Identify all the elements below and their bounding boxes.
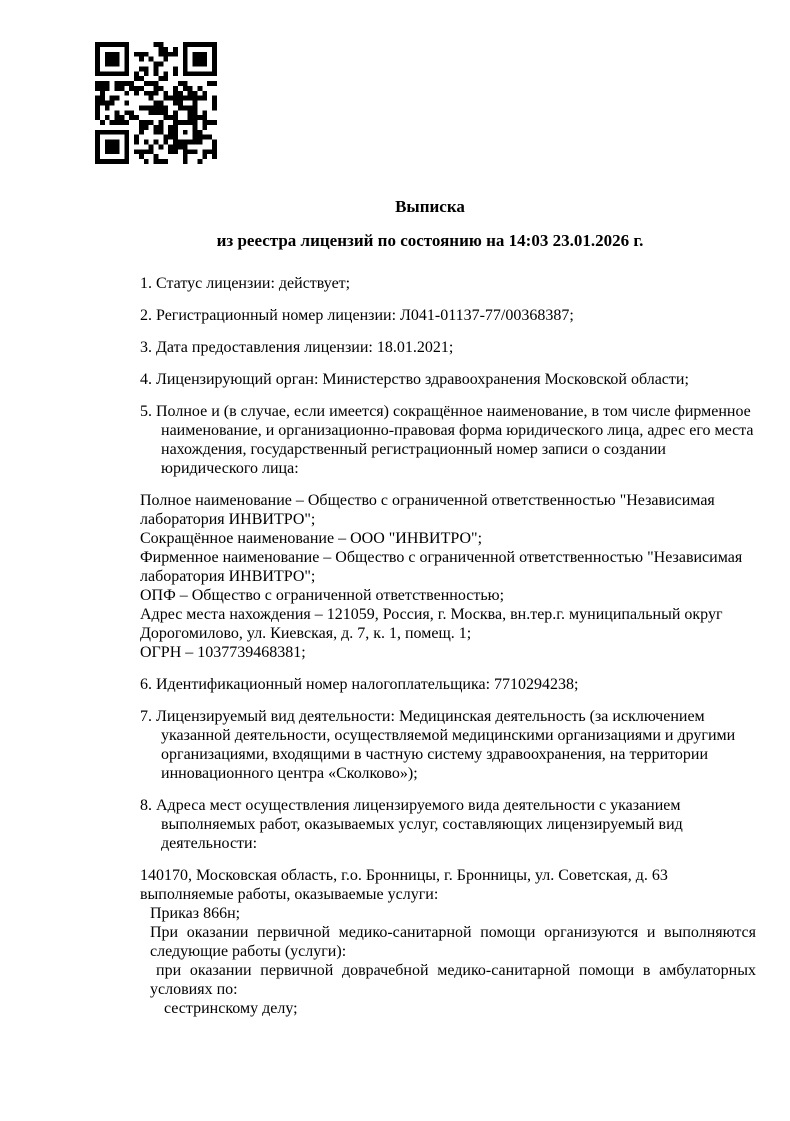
qr-code-icon [95,42,217,164]
order-reference: Приказ 866н; [150,905,241,922]
org-names-heading [140,402,756,478]
works-list-heading: выполняемые работы, оказываемые услуги: [140,886,439,903]
text-line: выполняемых работ, оказываемых услуг, составляющих лицензируемый вид [161,816,683,833]
org-short-name: Сокращённое наименование – ООО "ИНВИТРО"; [140,530,483,547]
licensed-activity [140,707,756,783]
license-reg-number: 2. Регистрационный номер лицензии: Л041-01137-77/00368387; [140,307,574,324]
org-details [140,491,756,662]
works-item: При оказании первичной медико-санитарной помощи организуются и выполняются [150,924,756,941]
org-address-cont: Дорогомилово, ул. Киевская, д. 7, к. 1, помещ. 1; [140,625,472,642]
document-body [140,274,756,1031]
text-line: инновационного центра «Сколково»); [161,765,418,782]
works-item-cont: следующие работы (услуги): [150,943,347,960]
works-service: сестринскому делу; [164,1000,298,1017]
text-line: 5. Полное и (в случае, если имеется) сокращённое наименование, в том числе фирменное [140,403,751,420]
org-brand-name-cont: лаборатория ИНВИТРО"; [140,568,316,585]
text-line: 7. Лицензируемый вид деятельности: Медицинская деятельность (за исключением [140,708,705,725]
works-subitem-cont: условиях по: [150,981,238,998]
licensing-authority: 4. Лицензирующий орган: Министерство здравоохранения Московской области; [140,371,689,388]
org-legal-form: ОПФ – Общество с ограниченной ответственностью; [140,587,505,604]
org-full-name: Полное наименование – Общество с ограниченной ответственностью "Независимая [140,492,715,509]
text-line: наименование, и организационно-правовая форма юридического лица, адрес его места [161,422,754,439]
org-full-name-cont: лаборатория ИНВИТРО"; [140,511,316,528]
document-subtitle: из реестра лицензий по состоянию на 14:03 23.01.2026 г. [216,231,644,250]
activity-addresses-heading [140,796,756,853]
license-status: 1. Статус лицензии: действует; [140,275,351,292]
activity-address: 140170, Московская область, г.о. Бронницы, г. Бронницы, ул. Советская, д. 63 [140,867,668,884]
text-line: нахождения, государственный регистрационный номер записи о создании [161,441,666,458]
address-works-list [140,866,756,1018]
text-line: юридического лица: [161,460,299,477]
text-line: 8. Адреса мест осуществления лицензируемого вида деятельности с указанием [140,797,681,814]
license-grant-date: 3. Дата предоставления лицензии: 18.01.2021; [140,339,454,356]
org-brand-name: Фирменное наименование – Общество с ограниченной ответственностью "Независимая [140,549,743,566]
text-line: указанной деятельности, осуществляемой медицинскими организациями и другими [161,727,736,744]
document-header [120,197,740,251]
document-title: Выписка [395,197,465,216]
text-line: организациями, входящими в частную систему здравоохранения, на территории [161,746,709,763]
taxpayer-inn: 6. Идентификационный номер налогоплательщика: 7710294238; [140,676,579,693]
works-subitem: при оказании первичной доврачебной медико-санитарной помощи в амбулаторных [156,962,756,979]
text-line: деятельности: [161,835,258,852]
org-address: Адрес места нахождения – 121059, Россия, г. Москва, вн.тер.г. муниципальный округ [140,606,723,623]
org-ogrn: ОГРН – 1037739468381; [140,644,306,661]
